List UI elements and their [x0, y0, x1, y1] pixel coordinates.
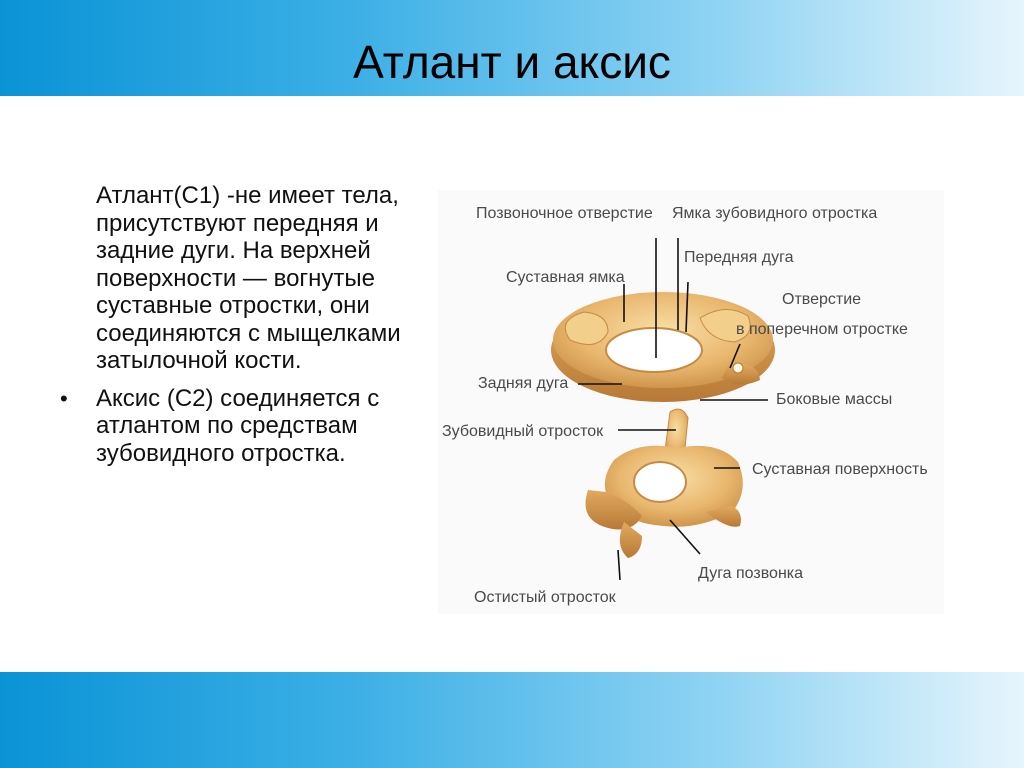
slide-title: Атлант и аксис — [353, 36, 671, 88]
label-lateral-masses: Боковые массы — [776, 391, 893, 408]
label-spinous-process: Остистый отросток — [474, 589, 616, 606]
label-dens-fossa: Ямка зубовидного отростка — [672, 205, 878, 222]
label-vertebral-foramen: Позвоночное отверстие — [476, 205, 653, 222]
label-dens: Зубовидный отросток — [442, 423, 604, 440]
slide-body — [60, 182, 426, 477]
label-transverse-foramen-line2: в поперечном отростке — [736, 321, 908, 338]
paragraph-axis-text: Аксис (С2) соединяется с атлантом по средствам зубовидного отростка. — [96, 384, 380, 467]
label-vertebral-arch: Дуга позвонка — [698, 565, 804, 582]
atlas-vertebra-drawing — [551, 292, 775, 402]
leader-lines — [578, 238, 768, 580]
atlas-axis-figure — [438, 190, 944, 614]
label-articular-fossa: Суставная ямка — [506, 269, 625, 286]
label-articular-surface: Суставная поверхность — [752, 461, 928, 478]
paragraph-axis — [60, 384, 426, 468]
label-anterior-arch: Передняя дуга — [684, 249, 794, 266]
paragraph-atlas — [96, 182, 426, 375]
paragraph-atlas-text: Атлант(С1) -не имеет тела, присутствуют передняя и задние дуги. На верхней поверхности — вогнутые суставные отростки, они соединяются с мыщелками затылочной кости. — [96, 182, 401, 374]
label-transverse-foramen-line1: Отверстие — [782, 291, 862, 308]
atlas-axis-illustration — [438, 190, 944, 614]
label-posterior-arch: Задняя дуга — [478, 375, 569, 392]
bullet-marker: • — [60, 385, 68, 411]
footer-band — [0, 672, 1024, 768]
axis-vertebra-drawing — [586, 409, 743, 558]
